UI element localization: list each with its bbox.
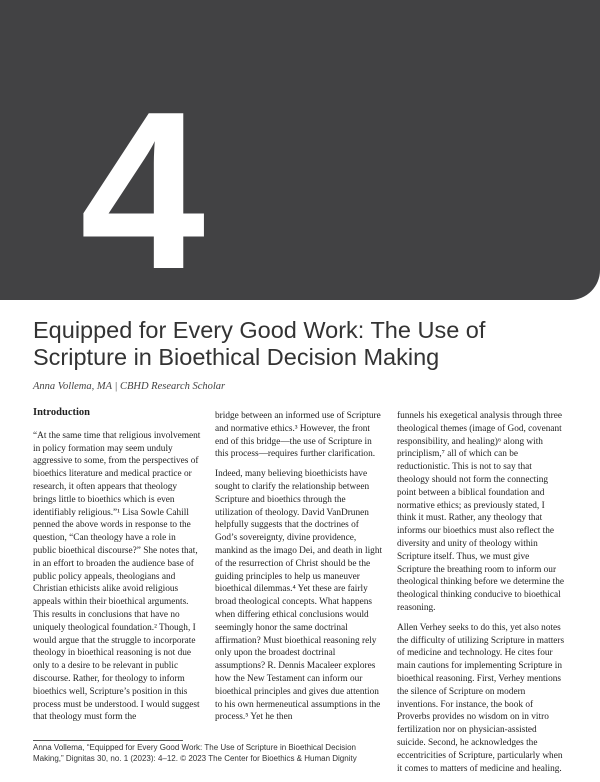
article-title: Equipped for Every Good Work: The Use of Scripture in Bioethical Decision Making [33, 317, 486, 370]
column-2 [215, 410, 383, 731]
paragraph: “At the same time that religious involvement in policy formation may seem unduly aggressive to some, from the perspectives of bioethics literature and medical practice or research, it often appears that theology brings little to bioethics which is even identifiably religious.”¹ Lisa Sowle Cahill penned the above words in response to the question, “Can theology have a role in public bioethical discourse?” She notes that, in an effort to broaden the audience base of public policy appeals, theologians and Christian ethicists alike avoid religious appeals within their bioethical arguments. This results in conclusions that have no uniquely theological foundation.² Though, I would argue that the struggle to incorporate theology in bioethical reasoning is not due only to a desire to be relevant in public discourse. Rather, for theology to inform bioethics well, Scripture’s position in this process must be understood. I would suggest that theology must form the [33, 430, 201, 723]
column-1 [33, 404, 201, 731]
paragraph: Indeed, many believing bioethicists have sought to clarify the relationship between Scripture and bioethics through the utilization of theology. David VanDrunen helpfully suggests that the doctrines of God’s sovereignty, divine providence, mankind as the imago Dei, and death in light of the resurrection of Christ should be the guiding principles to help us maneuver bioethical dilemmas.⁴ Yet these are fairly broad theological concepts. What happens when differing ethical conclusions would seemingly honor the same doctrinal affirmation? Must bioethical reasoning rely only upon the broadest doctrinal assumptions? R. Dennis Macaleer explores how the New Testament can inform our bioethical principles and gives due attention to his own hermeneutical assumptions in the process.⁵ Yet he then [215, 469, 383, 723]
author-line: Anna Vollema, MA | CBHD Research Scholar [33, 381, 226, 392]
chapter-number: 4 [80, 64, 206, 316]
column-3 [397, 410, 565, 782]
citation-footer: Anna Vollema, “Equipped for Every Good Work: The Use of Scripture in Bioethical Decision Making,” Dignitas 30, no. 1 (2023): 4–12. © 2023 The Center for Bioethics & Human Dignity [33, 743, 357, 763]
paragraph: bridge between an informed use of Scripture and normative ethics.³ However, the front end of this bridge—the use of Scripture in this process—requires further clarification. [215, 411, 381, 460]
paragraph: funnels his exegetical analysis through three theological themes (image of God, covenant responsibility, and healing)⁶ along with principlism,⁷ all of which can be reductionistic. This is not to say that theology should not form the connecting point between a biblical foundation and normative ethics; as previously stated, I think it must. Rather, any theology that informs our bioethics must also reflect the diversity and unity of theology within Scripture itself. Thus, we must give Scripture the breathing room to inform our theological thinking before we determine the theological thinking conducive to bioethical reasoning. [397, 411, 565, 613]
footer-rule [33, 740, 183, 741]
chapter-banner [0, 0, 600, 316]
paragraph: Allen Verhey seeks to do this, yet also notes the difficulty of utilizing Scripture in matters of medicine and technology. He cites four main cautions for implementing Scripture in bioethical reasoning. First, Verhey mentions the silence of Scripture on modern inventions. For instance, the book of Proverbs provides no wisdom on in vitro fertilization nor on physician-assisted suicide. Second, he acknowledges the eccentricities of Scripture, particularly when it comes to matters of medicine and healing. [397, 622, 565, 774]
section-heading: Introduction [33, 407, 90, 418]
